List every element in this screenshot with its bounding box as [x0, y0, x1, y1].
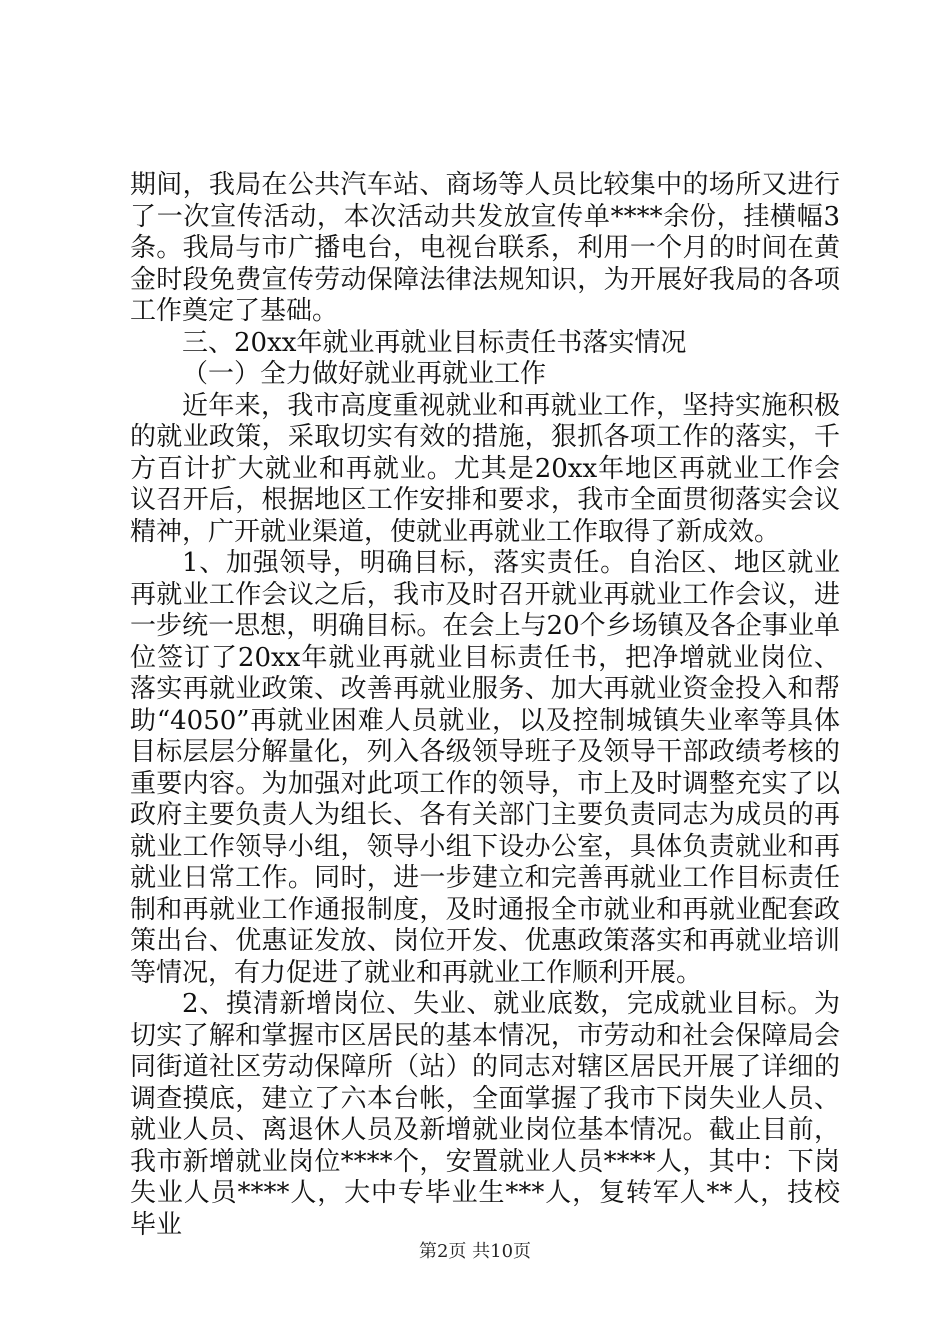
paragraph-intro: 近年来，我市高度重视就业和再就业工作，坚持实施积极的就业政策，采取切实有效的措施，狠抓各项工作的落实，千方百计扩大就业和再就业。尤其是20xx年地区再就业工作会议召开后，根据地区工作安排和要求，我市全面贯彻落实会议精神，广开就业渠道，使就业再就业工作取得了新成效。 — [130, 390, 840, 547]
page-number-footer: 第2页 共10页 — [418, 1241, 532, 1262]
paragraph-item-2: 2、摸清新增岗位、失业、就业底数，完成就业目标。为切实了解和掌握市区居民的基本情况，市劳动和社会保障局会同街道社区劳动保障所（站）的同志对辖区居民开展了详细的调查摸底，建立了六本台帐，全面掌握了我市下岗失业人员、就业人员、离退休人员及新增就业岗位基本情况。截止目前，我市新增就业岗位****个，安置就业人员****人，其中：下岗失业人员****人，大中专毕业生***人，复转军人**人，技校毕业 — [130, 989, 840, 1240]
paragraph-continuation: 期间，我局在公共汽车站、商场等人员比较集中的场所又进行了一次宣传活动，本次活动共发放宣传单****余份，挂横幅3条。我局与市广播电台，电视台联系，利用一个月的时间在黄金时段免费宣传劳动保障法律法规知识，为开展好我局的各项工作奠定了基础。 — [130, 170, 840, 326]
subsection-heading: （一）全力做好就业再就业工作 — [182, 359, 547, 389]
paragraph-item-1: 1、加强领导，明确目标，落实责任。自治区、地区就业再就业工作会议之后，我市及时召开就业再就业工作会议，进一步统一思想，明确目标。在会上与20个乡场镇及各企事业单位签订了20xx年就业再就业目标责任书，把净增就业岗位、落实再就业政策、改善再就业服务、加大再就业资金投入和帮助“4050”再就业困难人员就业，以及控制城镇失业率等具体目标层层分解量化，列入各级领导班子及领导干部政绩考核的重要内容。为加强对此项工作的领导，市上及时调整充实了以政府主要负责人为组长、各有关部门主要负责同志为成员的再就业工作领导小组，领导小组下设办公室，具体负责就业和再就业日常工作。同时，进一步建立和完善再就业工作目标责任制和再就业工作通报制度，及时通报全市就业和再就业配套政策出台、优惠证发放、岗位开发、优惠政策落实和再就业培训等情况，有力促进了就业和再就业工作顺利开展。 — [130, 548, 840, 988]
document-body — [130, 170, 840, 1241]
section-heading: 三、20xx年就业再就业目标责任书落实情况 — [182, 327, 687, 358]
